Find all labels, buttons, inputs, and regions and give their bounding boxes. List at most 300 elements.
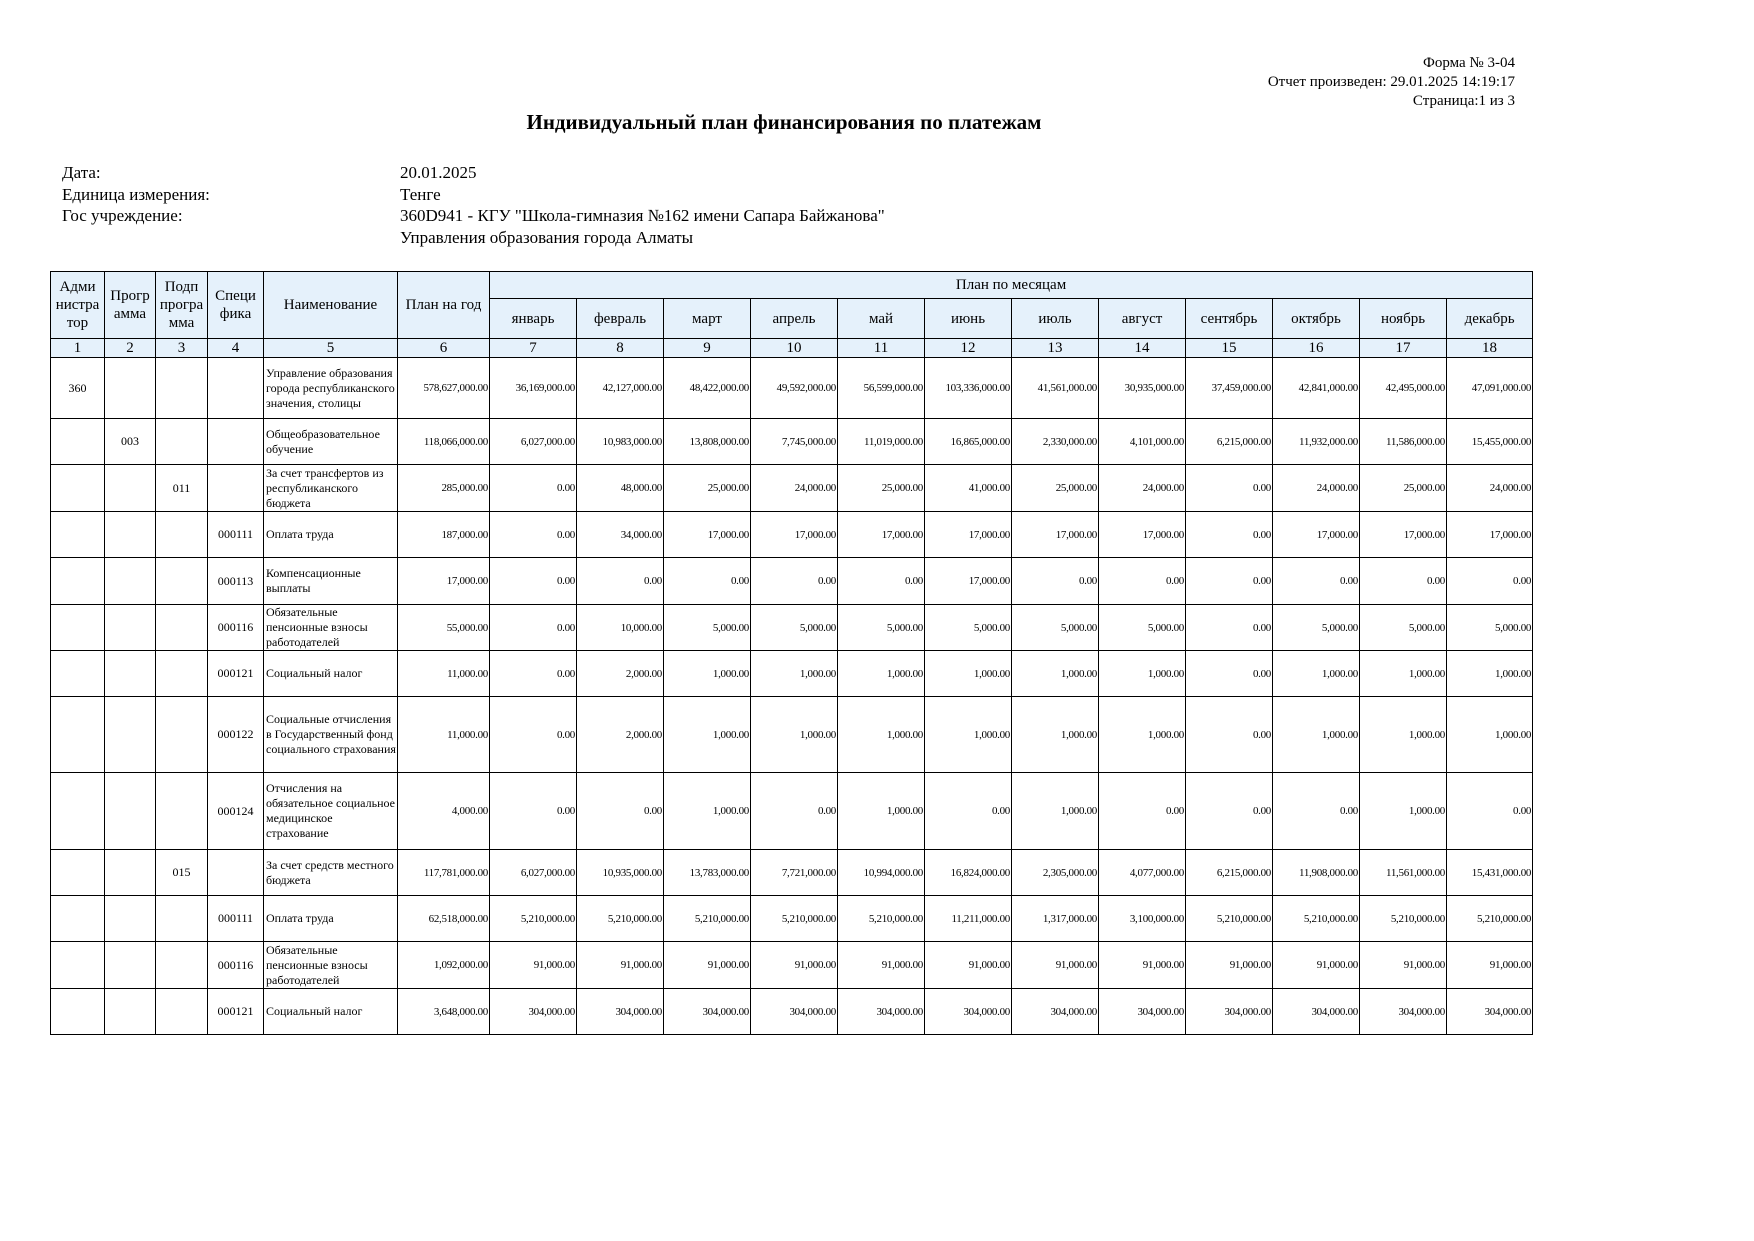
cell-subprogram <box>156 358 208 419</box>
cell-month-value: 11,908,000.00 <box>1273 850 1360 896</box>
cell-name: Социальные отчисления в Государственный фонд социального страхования <box>264 697 398 773</box>
cell-month-value: 0.00 <box>490 773 577 850</box>
cell-month-value: 30,935,000.00 <box>1099 358 1186 419</box>
cell-program <box>105 697 156 773</box>
cell-month-value: 5,210,000.00 <box>1360 896 1447 942</box>
col-header-month: сентябрь <box>1186 299 1273 339</box>
cell-name: Обязательные пенсионные взносы работодателей <box>264 605 398 651</box>
cell-month-value: 11,561,000.00 <box>1360 850 1447 896</box>
meta-row-unit <box>62 184 885 206</box>
cell-admin <box>51 773 105 850</box>
cell-year-plan: 4,000.00 <box>398 773 490 850</box>
col-number: 8 <box>577 339 664 358</box>
cell-month-value: 0.00 <box>1273 558 1360 605</box>
col-header-month: март <box>664 299 751 339</box>
cell-year-plan: 17,000.00 <box>398 558 490 605</box>
cell-month-value: 49,592,000.00 <box>751 358 838 419</box>
cell-month-value: 304,000.00 <box>1186 989 1273 1035</box>
cell-month-value: 0.00 <box>1186 465 1273 512</box>
cell-month-value: 1,000.00 <box>1360 697 1447 773</box>
cell-name: Оплата труда <box>264 512 398 558</box>
cell-month-value: 5,210,000.00 <box>1186 896 1273 942</box>
cell-month-value: 304,000.00 <box>1099 989 1186 1035</box>
cell-admin <box>51 558 105 605</box>
cell-month-value: 16,865,000.00 <box>925 419 1012 465</box>
cell-name: Общеобразовательное обучение <box>264 419 398 465</box>
cell-subprogram <box>156 989 208 1035</box>
col-number: 4 <box>208 339 264 358</box>
cell-month-value: 4,077,000.00 <box>1099 850 1186 896</box>
cell-month-value: 24,000.00 <box>1099 465 1186 512</box>
cell-month-value: 36,169,000.00 <box>490 358 577 419</box>
table-row <box>51 942 1533 989</box>
page-indicator: Страница:1 из 3 <box>1412 93 1515 109</box>
cell-month-value: 5,210,000.00 <box>1273 896 1360 942</box>
cell-month-value: 5,210,000.00 <box>664 896 751 942</box>
cell-spec: 000121 <box>208 989 264 1035</box>
cell-month-value: 5,210,000.00 <box>751 896 838 942</box>
cell-year-plan: 187,000.00 <box>398 512 490 558</box>
cell-month-value: 42,841,000.00 <box>1273 358 1360 419</box>
cell-month-value: 1,000.00 <box>925 651 1012 697</box>
cell-month-value: 5,000.00 <box>1360 605 1447 651</box>
cell-month-value: 304,000.00 <box>925 989 1012 1035</box>
report-meta <box>62 162 885 248</box>
report-header-info <box>1268 54 1515 111</box>
meta-label: Гос учреждение: <box>62 206 183 225</box>
table-row <box>51 465 1533 512</box>
cell-month-value: 6,027,000.00 <box>490 850 577 896</box>
col-number: 9 <box>664 339 751 358</box>
cell-month-value: 1,000.00 <box>838 651 925 697</box>
cell-month-value: 0.00 <box>838 558 925 605</box>
cell-month-value: 0.00 <box>1099 558 1186 605</box>
cell-month-value: 24,000.00 <box>1447 465 1533 512</box>
cell-month-value: 0.00 <box>1273 773 1360 850</box>
form-number: Форма № 3-04 <box>1423 55 1515 71</box>
cell-month-value: 10,994,000.00 <box>838 850 925 896</box>
col-header-year-plan: План на год <box>398 272 490 339</box>
cell-month-value: 1,000.00 <box>1012 651 1099 697</box>
col-number: 12 <box>925 339 1012 358</box>
cell-month-value: 17,000.00 <box>1273 512 1360 558</box>
cell-name: Отчисления на обязательное социальное медицинское страхование <box>264 773 398 850</box>
col-header-month: апрель <box>751 299 838 339</box>
cell-name: За счет средств местного бюджета <box>264 850 398 896</box>
cell-spec: 000111 <box>208 896 264 942</box>
cell-name: Оплата труда <box>264 896 398 942</box>
cell-subprogram: 015 <box>156 850 208 896</box>
financing-plan-table <box>50 271 1533 1035</box>
cell-month-value: 304,000.00 <box>664 989 751 1035</box>
cell-program <box>105 773 156 850</box>
cell-month-value: 5,000.00 <box>1099 605 1186 651</box>
cell-month-value: 6,027,000.00 <box>490 419 577 465</box>
cell-month-value: 11,932,000.00 <box>1273 419 1360 465</box>
cell-year-plan: 3,648,000.00 <box>398 989 490 1035</box>
cell-admin <box>51 651 105 697</box>
col-header-month: ноябрь <box>1360 299 1447 339</box>
cell-month-value: 0.00 <box>577 558 664 605</box>
cell-month-value: 17,000.00 <box>1012 512 1099 558</box>
cell-month-value: 5,000.00 <box>1012 605 1099 651</box>
cell-year-plan: 285,000.00 <box>398 465 490 512</box>
cell-month-value: 0.00 <box>1012 558 1099 605</box>
cell-program <box>105 512 156 558</box>
cell-month-value: 13,783,000.00 <box>664 850 751 896</box>
col-number: 6 <box>398 339 490 358</box>
meta-label: Единица измерения: <box>62 184 210 204</box>
cell-program <box>105 465 156 512</box>
cell-month-value: 1,000.00 <box>1447 697 1533 773</box>
col-number: 11 <box>838 339 925 358</box>
meta-value: 20.01.2025 <box>400 163 477 182</box>
cell-spec: 000124 <box>208 773 264 850</box>
col-header-month: июнь <box>925 299 1012 339</box>
cell-month-value: 47,091,000.00 <box>1447 358 1533 419</box>
cell-month-value: 5,210,000.00 <box>577 896 664 942</box>
meta-label: Дата: <box>62 163 101 182</box>
cell-year-plan: 1,092,000.00 <box>398 942 490 989</box>
cell-name: Социальный налог <box>264 651 398 697</box>
cell-program: 003 <box>105 419 156 465</box>
cell-year-plan: 55,000.00 <box>398 605 490 651</box>
cell-month-value: 16,824,000.00 <box>925 850 1012 896</box>
cell-month-value: 91,000.00 <box>490 942 577 989</box>
col-number: 13 <box>1012 339 1099 358</box>
cell-program <box>105 850 156 896</box>
col-header-month: июль <box>1012 299 1099 339</box>
cell-month-value: 1,000.00 <box>1099 697 1186 773</box>
table-row <box>51 697 1533 773</box>
cell-program <box>105 651 156 697</box>
cell-month-value: 0.00 <box>925 773 1012 850</box>
cell-month-value: 91,000.00 <box>925 942 1012 989</box>
cell-month-value: 0.00 <box>751 773 838 850</box>
cell-month-value: 0.00 <box>664 558 751 605</box>
cell-month-value: 0.00 <box>1447 558 1533 605</box>
cell-month-value: 0.00 <box>1447 773 1533 850</box>
cell-month-value: 91,000.00 <box>1186 942 1273 989</box>
cell-program <box>105 896 156 942</box>
cell-month-value: 15,431,000.00 <box>1447 850 1533 896</box>
cell-month-value: 17,000.00 <box>1360 512 1447 558</box>
cell-year-plan: 578,627,000.00 <box>398 358 490 419</box>
cell-month-value: 6,215,000.00 <box>1186 850 1273 896</box>
cell-month-value: 91,000.00 <box>1273 942 1360 989</box>
cell-month-value: 304,000.00 <box>1447 989 1533 1035</box>
cell-year-plan: 117,781,000.00 <box>398 850 490 896</box>
cell-month-value: 103,336,000.00 <box>925 358 1012 419</box>
cell-month-value: 0.00 <box>1186 605 1273 651</box>
cell-year-plan: 118,066,000.00 <box>398 419 490 465</box>
table-row <box>51 558 1533 605</box>
cell-month-value: 17,000.00 <box>1447 512 1533 558</box>
cell-month-value: 304,000.00 <box>1012 989 1099 1035</box>
cell-month-value: 1,000.00 <box>1273 651 1360 697</box>
col-number: 14 <box>1099 339 1186 358</box>
cell-month-value: 0.00 <box>490 697 577 773</box>
cell-month-value: 2,000.00 <box>577 651 664 697</box>
cell-month-value: 0.00 <box>490 465 577 512</box>
cell-month-value: 10,983,000.00 <box>577 419 664 465</box>
cell-month-value: 1,000.00 <box>1012 697 1099 773</box>
col-header-name: Наименование <box>264 272 398 339</box>
cell-admin <box>51 512 105 558</box>
cell-month-value: 1,000.00 <box>838 697 925 773</box>
col-header-month: январь <box>490 299 577 339</box>
cell-spec <box>208 465 264 512</box>
cell-subprogram <box>156 896 208 942</box>
cell-admin <box>51 896 105 942</box>
col-header-month: октябрь <box>1273 299 1360 339</box>
meta-row-institution <box>62 205 885 227</box>
cell-month-value: 0.00 <box>490 512 577 558</box>
cell-month-value: 304,000.00 <box>1360 989 1447 1035</box>
cell-month-value: 42,127,000.00 <box>577 358 664 419</box>
cell-month-value: 1,000.00 <box>664 651 751 697</box>
cell-admin <box>51 419 105 465</box>
cell-month-value: 304,000.00 <box>1273 989 1360 1035</box>
cell-month-value: 5,000.00 <box>925 605 1012 651</box>
cell-month-value: 17,000.00 <box>925 512 1012 558</box>
cell-month-value: 1,000.00 <box>1447 651 1533 697</box>
cell-month-value: 2,305,000.00 <box>1012 850 1099 896</box>
cell-month-value: 0.00 <box>1360 558 1447 605</box>
cell-name: Компенсационные выплаты <box>264 558 398 605</box>
cell-admin <box>51 465 105 512</box>
cell-month-value: 5,000.00 <box>664 605 751 651</box>
cell-month-value: 24,000.00 <box>751 465 838 512</box>
cell-month-value: 41,561,000.00 <box>1012 358 1099 419</box>
cell-admin: 360 <box>51 358 105 419</box>
cell-month-value: 304,000.00 <box>838 989 925 1035</box>
col-number: 10 <box>751 339 838 358</box>
cell-month-value: 24,000.00 <box>1273 465 1360 512</box>
report-title: Индивидуальный план финансирования по платежам <box>526 110 1042 134</box>
cell-month-value: 0.00 <box>751 558 838 605</box>
cell-month-value: 5,210,000.00 <box>838 896 925 942</box>
cell-name: Социальный налог <box>264 989 398 1035</box>
col-number: 15 <box>1186 339 1273 358</box>
cell-month-value: 17,000.00 <box>751 512 838 558</box>
cell-subprogram <box>156 558 208 605</box>
col-number: 1 <box>51 339 105 358</box>
col-header-month: август <box>1099 299 1186 339</box>
cell-name: Управление образования города республиканского значения, столицы <box>264 358 398 419</box>
cell-spec: 000116 <box>208 942 264 989</box>
cell-month-value: 0.00 <box>1186 697 1273 773</box>
col-number: 17 <box>1360 339 1447 358</box>
cell-month-value: 17,000.00 <box>664 512 751 558</box>
cell-subprogram <box>156 773 208 850</box>
table-row <box>51 896 1533 942</box>
cell-month-value: 13,808,000.00 <box>664 419 751 465</box>
table-row <box>51 850 1533 896</box>
cell-month-value: 91,000.00 <box>1012 942 1099 989</box>
cell-month-value: 0.00 <box>490 605 577 651</box>
col-header-program: Прогр амма <box>105 272 156 339</box>
cell-month-value: 0.00 <box>1186 773 1273 850</box>
cell-month-value: 1,000.00 <box>664 697 751 773</box>
col-header-admin: Адми нистра тор <box>51 272 105 339</box>
cell-month-value: 1,000.00 <box>925 697 1012 773</box>
cell-month-value: 10,935,000.00 <box>577 850 664 896</box>
cell-month-value: 1,000.00 <box>1099 651 1186 697</box>
col-number: 2 <box>105 339 156 358</box>
cell-month-value: 17,000.00 <box>1099 512 1186 558</box>
cell-spec <box>208 419 264 465</box>
table-row <box>51 605 1533 651</box>
cell-program <box>105 358 156 419</box>
cell-subprogram <box>156 512 208 558</box>
cell-month-value: 15,455,000.00 <box>1447 419 1533 465</box>
cell-month-value: 1,000.00 <box>1012 773 1099 850</box>
col-number: 16 <box>1273 339 1360 358</box>
cell-month-value: 0.00 <box>1186 558 1273 605</box>
cell-month-value: 1,000.00 <box>664 773 751 850</box>
cell-month-value: 1,000.00 <box>1273 697 1360 773</box>
cell-month-value: 56,599,000.00 <box>838 358 925 419</box>
cell-admin <box>51 942 105 989</box>
cell-month-value: 91,000.00 <box>577 942 664 989</box>
cell-month-value: 0.00 <box>490 651 577 697</box>
cell-month-value: 37,459,000.00 <box>1186 358 1273 419</box>
cell-month-value: 1,000.00 <box>751 651 838 697</box>
table-row <box>51 773 1533 850</box>
cell-month-value: 91,000.00 <box>664 942 751 989</box>
table-row <box>51 512 1533 558</box>
meta-value: Тенге <box>400 184 441 204</box>
meta-value: Управления образования города Алматы <box>400 227 694 247</box>
col-header-spec: Специ фика <box>208 272 264 339</box>
cell-name: Обязательные пенсионные взносы работодателей <box>264 942 398 989</box>
cell-spec: 000116 <box>208 605 264 651</box>
col-number: 3 <box>156 339 208 358</box>
cell-month-value: 11,211,000.00 <box>925 896 1012 942</box>
cell-month-value: 5,000.00 <box>838 605 925 651</box>
cell-spec <box>208 850 264 896</box>
cell-month-value: 304,000.00 <box>577 989 664 1035</box>
cell-month-value: 1,000.00 <box>751 697 838 773</box>
cell-month-value: 7,745,000.00 <box>751 419 838 465</box>
cell-month-value: 10,000.00 <box>577 605 664 651</box>
cell-spec: 000121 <box>208 651 264 697</box>
cell-month-value: 5,210,000.00 <box>490 896 577 942</box>
cell-month-value: 34,000.00 <box>577 512 664 558</box>
cell-month-value: 42,495,000.00 <box>1360 358 1447 419</box>
cell-admin <box>51 605 105 651</box>
meta-label <box>62 227 400 249</box>
cell-month-value: 17,000.00 <box>925 558 1012 605</box>
meta-row-date <box>62 162 885 184</box>
cell-spec: 000113 <box>208 558 264 605</box>
cell-month-value: 25,000.00 <box>1360 465 1447 512</box>
cell-month-value: 5,000.00 <box>1273 605 1360 651</box>
cell-month-value: 3,100,000.00 <box>1099 896 1186 942</box>
cell-month-value: 0.00 <box>1099 773 1186 850</box>
cell-month-value: 91,000.00 <box>1360 942 1447 989</box>
cell-month-value: 1,000.00 <box>1360 651 1447 697</box>
meta-row-institution-cont <box>62 227 885 249</box>
cell-name: За счет трансфертов из республиканского бюджета <box>264 465 398 512</box>
cell-month-value: 2,330,000.00 <box>1012 419 1099 465</box>
cell-program <box>105 558 156 605</box>
report-produced-timestamp: Отчет произведен: 29.01.2025 14:19:17 <box>1267 74 1515 90</box>
col-header-month: декабрь <box>1447 299 1533 339</box>
cell-month-value: 25,000.00 <box>838 465 925 512</box>
cell-month-value: 0.00 <box>1186 512 1273 558</box>
table-row <box>51 989 1533 1035</box>
cell-year-plan: 11,000.00 <box>398 651 490 697</box>
col-number: 18 <box>1447 339 1533 358</box>
cell-month-value: 2,000.00 <box>577 697 664 773</box>
cell-month-value: 0.00 <box>1186 651 1273 697</box>
cell-month-value: 91,000.00 <box>838 942 925 989</box>
cell-admin <box>51 697 105 773</box>
cell-month-value: 11,586,000.00 <box>1360 419 1447 465</box>
cell-month-value: 7,721,000.00 <box>751 850 838 896</box>
cell-subprogram <box>156 605 208 651</box>
cell-spec: 000111 <box>208 512 264 558</box>
cell-month-value: 41,000.00 <box>925 465 1012 512</box>
cell-month-value: 91,000.00 <box>1099 942 1186 989</box>
cell-program <box>105 605 156 651</box>
cell-subprogram <box>156 942 208 989</box>
cell-admin <box>51 850 105 896</box>
cell-month-value: 5,000.00 <box>1447 605 1533 651</box>
cell-subprogram: 011 <box>156 465 208 512</box>
cell-month-value: 1,000.00 <box>838 773 925 850</box>
cell-month-value: 304,000.00 <box>751 989 838 1035</box>
cell-month-value: 11,019,000.00 <box>838 419 925 465</box>
cell-program <box>105 942 156 989</box>
cell-month-value: 48,422,000.00 <box>664 358 751 419</box>
cell-month-value: 91,000.00 <box>751 942 838 989</box>
cell-subprogram <box>156 697 208 773</box>
cell-month-value: 6,215,000.00 <box>1186 419 1273 465</box>
cell-year-plan: 62,518,000.00 <box>398 896 490 942</box>
cell-program <box>105 989 156 1035</box>
table-row <box>51 651 1533 697</box>
col-header-month: февраль <box>577 299 664 339</box>
cell-month-value: 4,101,000.00 <box>1099 419 1186 465</box>
cell-month-value: 0.00 <box>577 773 664 850</box>
cell-admin <box>51 989 105 1035</box>
cell-month-value: 1,000.00 <box>1360 773 1447 850</box>
cell-month-value: 17,000.00 <box>838 512 925 558</box>
cell-month-value: 5,210,000.00 <box>1447 896 1533 942</box>
cell-subprogram <box>156 419 208 465</box>
meta-value: 360D941 - КГУ "Школа-гимназия №162 имени Сапара Байжанова" <box>400 206 885 225</box>
cell-year-plan: 11,000.00 <box>398 697 490 773</box>
cell-month-value: 91,000.00 <box>1447 942 1533 989</box>
cell-month-value: 25,000.00 <box>1012 465 1099 512</box>
cell-month-value: 48,000.00 <box>577 465 664 512</box>
cell-spec <box>208 358 264 419</box>
cell-month-value: 25,000.00 <box>664 465 751 512</box>
col-header-months-group: План по месяцам <box>490 272 1533 299</box>
cell-month-value: 1,317,000.00 <box>1012 896 1099 942</box>
cell-subprogram <box>156 651 208 697</box>
table-row <box>51 419 1533 465</box>
cell-spec: 000122 <box>208 697 264 773</box>
cell-month-value: 304,000.00 <box>490 989 577 1035</box>
col-header-month: май <box>838 299 925 339</box>
table-row <box>51 358 1533 419</box>
col-header-subprogram: Подп програ мма <box>156 272 208 339</box>
cell-month-value: 5,000.00 <box>751 605 838 651</box>
